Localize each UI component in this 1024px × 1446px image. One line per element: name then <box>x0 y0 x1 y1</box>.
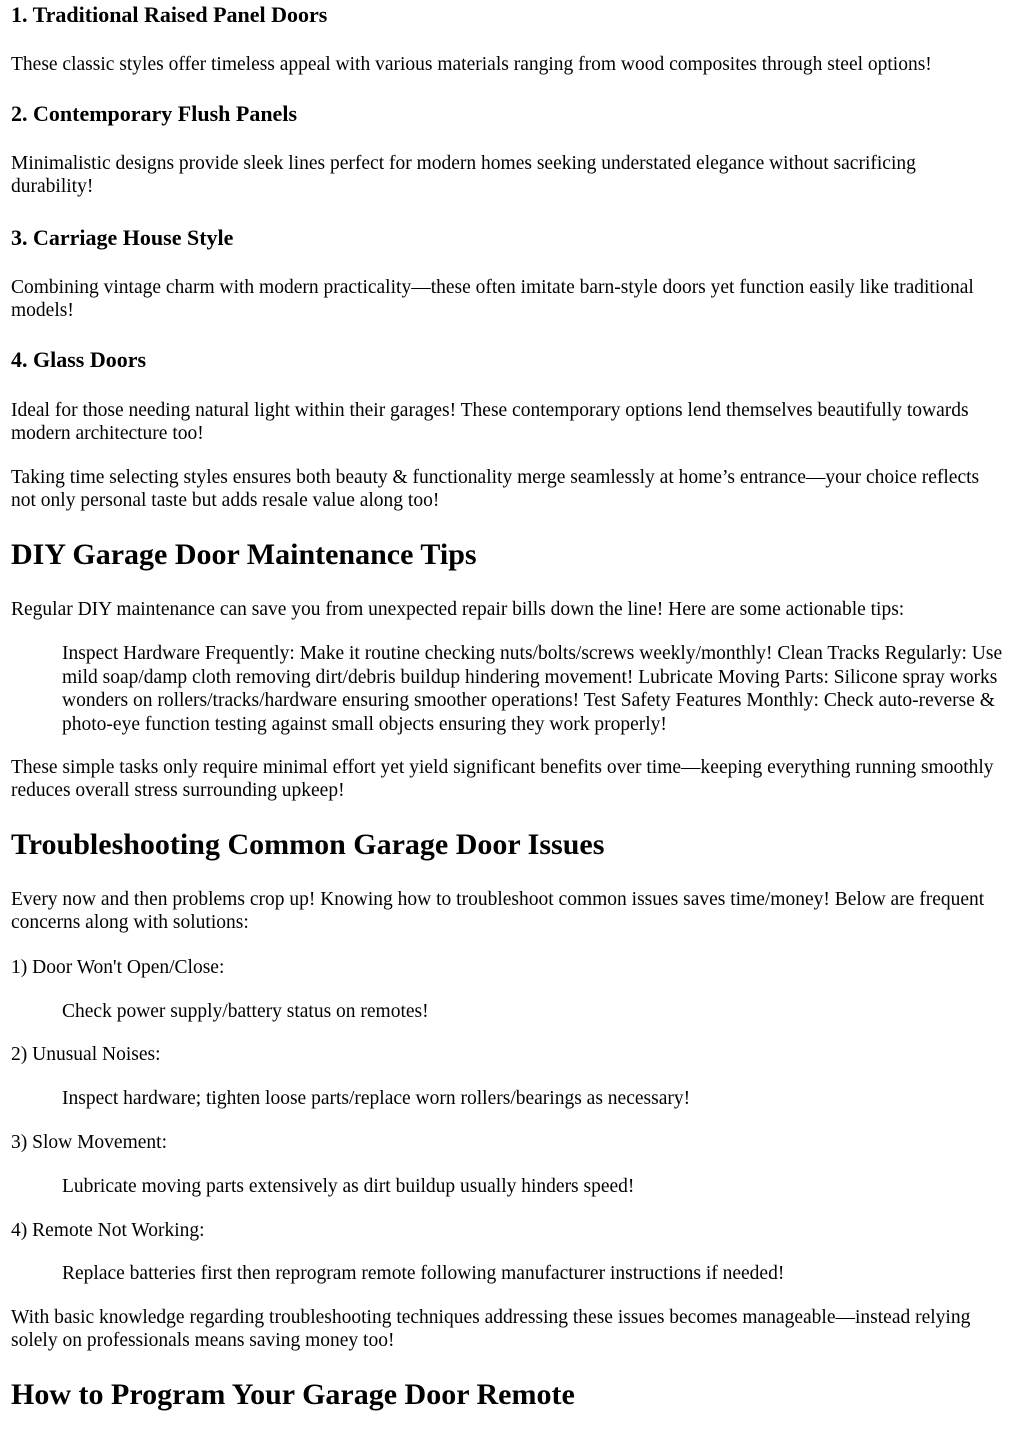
issue-problem-slow-movement: 3) Slow Movement: <box>11 1132 167 1153</box>
style-text-carriage-house: Combining vintage charm with modern practicality—these often imitate barn-style doors yet function easily like traditional models! <box>11 277 974 321</box>
styles-closing-paragraph: Taking time selecting styles ensures both beauty & functionality merge seamlessly at home’s entrance—your choice reflects not only personal taste but adds resale value along too! <box>11 467 980 511</box>
maintenance-intro: Regular DIY maintenance can save you from unexpected repair bills down the line! Here are some actionable tips: <box>11 599 905 620</box>
issue-problem-noises: 2) Unusual Noises: <box>11 1044 161 1065</box>
style-text-raised-panel: These classic styles offer timeless appeal with various materials ranging from wood composites through steel options! <box>11 54 932 75</box>
issue-problem-wont-open: 1) Door Won't Open/Close: <box>11 957 225 978</box>
programming-section-title: How to Program Your Garage Door Remote <box>11 1378 575 1411</box>
issue-solution-remote: Replace batteries first then reprogram remote following manufacturer instructions if needed! <box>62 1263 785 1284</box>
style-heading-glass-doors: 4. Glass Doors <box>11 347 147 372</box>
issue-solution-noises: Inspect hardware; tighten loose parts/replace worn rollers/bearings as necessary! <box>62 1088 691 1109</box>
style-text-glass-doors: Ideal for those needing natural light within their garages! These contemporary options lend themselves beautifully towards modern architecture too! <box>11 400 969 444</box>
style-text-flush-panels: Minimalistic designs provide sleek lines perfect for modern homes seeking understated elegance without sacrificing durability! <box>11 153 916 197</box>
issue-solution-slow-movement: Lubricate moving parts extensively as dirt buildup usually hinders speed! <box>62 1176 635 1197</box>
style-heading-flush-panels: 2. Contemporary Flush Panels <box>11 101 297 126</box>
troubleshooting-section-title: Troubleshooting Common Garage Door Issues <box>11 828 605 861</box>
maintenance-tips-list: Inspect Hardware Frequently: Make it routine checking nuts/bolts/screws weekly/monthly! Clean Tracks Regularly: Use mild soap/damp cloth removing dirt/debris buildup hindering movement! Lubricate Moving Parts: Silicone spray works wonders on rollers/tracks/hardware ensuring smoother operations! Test Safety Features Monthly: Check auto-reverse & photo-eye function testing against small objects ensuring they work properly! <box>62 643 1003 735</box>
style-heading-raised-panel: 1. Traditional Raised Panel Doors <box>11 2 328 27</box>
troubleshooting-closing: With basic knowledge regarding troubleshooting techniques addressing these issues becomes manageable—instead relying solely on professionals means saving money too! <box>11 1307 971 1351</box>
style-heading-carriage-house: 3. Carriage House Style <box>11 225 234 250</box>
maintenance-section-title: DIY Garage Door Maintenance Tips <box>11 538 477 571</box>
maintenance-closing: These simple tasks only require minimal effort yet yield significant benefits over time—keeping everything running smoothly reduces overall stress surrounding upkeep! <box>11 757 994 801</box>
issue-problem-remote: 4) Remote Not Working: <box>11 1220 205 1241</box>
troubleshooting-intro: Every now and then problems crop up! Knowing how to troubleshoot common issues saves time/money! Below are frequent concerns along with solutions: <box>11 889 985 933</box>
issue-solution-wont-open: Check power supply/battery status on remotes! <box>62 1001 429 1022</box>
